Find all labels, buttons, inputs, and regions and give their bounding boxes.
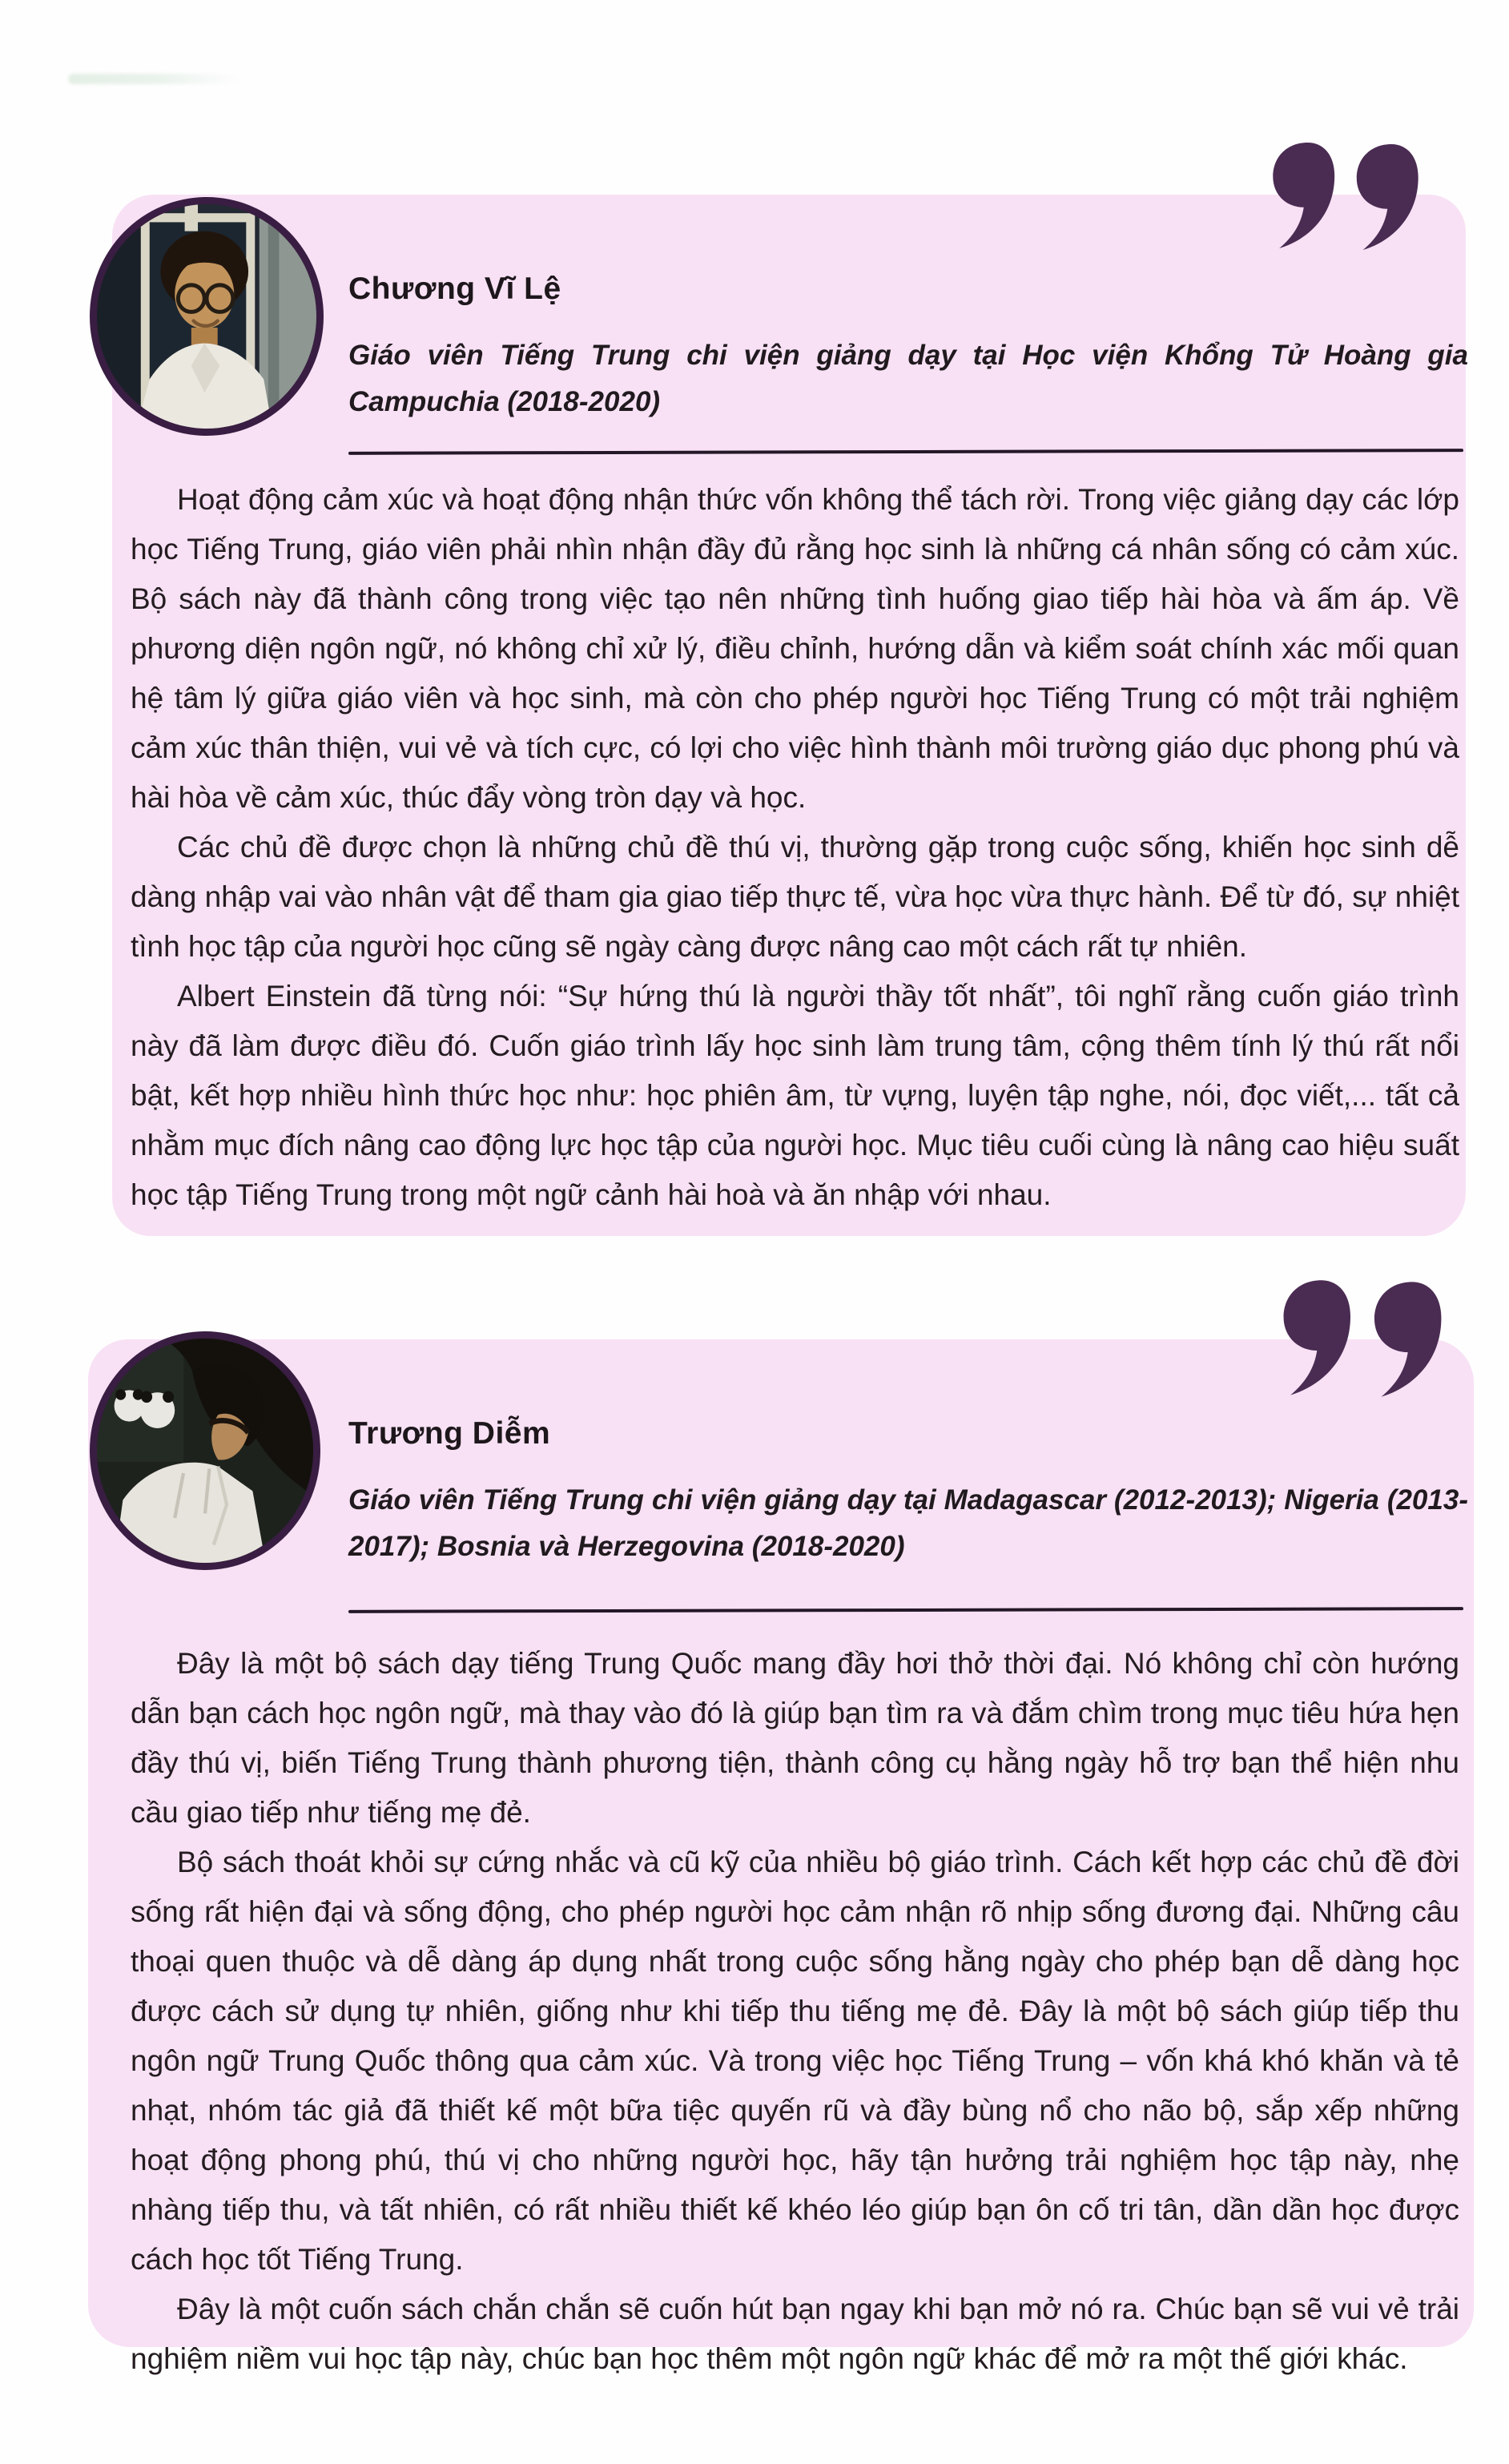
testimonial-paragraph: Đây là một cuốn sách chắn chắn sẽ cuốn hút bạn ngay khi bạn mở nó ra. Chúc bạn sẽ vui vẻ trải nghiệm niềm vui học tập này, chúc bạn học thêm một ngôn ngữ khác để mở ra một thế giới khác. (131, 2293, 1459, 2375)
testimonial-header (348, 1416, 1468, 1570)
header-divider (348, 449, 1463, 455)
portrait-illustration (97, 1339, 313, 1563)
testimonial-body (131, 475, 1459, 1220)
testimonial-body (131, 1639, 1459, 2384)
author-name: Chương Vĩ Lệ (348, 272, 561, 306)
portrait-illustration (97, 204, 316, 429)
testimonial-paragraph: Bộ sách thoát khỏi sự cứng nhắc và cũ kỹ của nhiều bộ giáo trình. Cách kết hợp các chủ đề đời sống rất hiện đại và sống động, cho phép người học cảm nhận rõ nhịp sống đương đại. Những câu thoại quen thuộc và dễ dàng áp dụng nhất trong cuộc sống hằng ngày cho phép bạn dễ dàng học được cách sử dụng tự nhiên, giống như khi tiếp thu tiếng mẹ đẻ. Đây là một bộ sách giúp tiếp thu ngôn ngữ Trung Quốc thông qua cảm xúc. Và trong việc học Tiếng Trung – vốn khá khó khăn và tẻ nhạt, nhóm tác giả đã thiết kế một bữa tiệc quyến rũ và đầy bùng nổ cho não bộ, sắp xếp những hoạt động phong phú, thú vị cho những người học, hãy tận hưởng trải nghiệm học tập này, nhẹ nhàng tiếp thu, và tất nhiên, có rất nhiều thiết kế khéo léo giúp bạn ôn cố tri tân, dần dần học được cách học tốt Tiếng Trung. (131, 1846, 1459, 2276)
scan-artifact (68, 74, 240, 84)
avatar-photo (90, 1331, 320, 1570)
testimonial-header (348, 272, 1468, 425)
author-name: Trương Diễm (348, 1416, 551, 1451)
closing-quotes-icon (1277, 1278, 1448, 1399)
testimonial-paragraph: Các chủ đề được chọn là những chủ đề thú vị, thường gặp trong cuộc sống, khiến học sinh dễ dàng nhập vai vào nhân vật để tham gia giao tiếp thực tế, vừa học vừa thực hành. Để từ đó, sự nhiệt tình học tập của người học cũng sẽ ngày càng được nâng cao một cách rất tự nhiên. (131, 831, 1459, 963)
header-divider (348, 1607, 1463, 1613)
author-role: Giáo viên Tiếng Trung chi viện giảng dạy tại Madagascar (2012-2013); Nigeria (2013-2017); Bosnia và Herzegovina (2018-2020) (348, 1484, 1468, 1562)
author-role: Giáo viên Tiếng Trung chi viện giảng dạy tại Học viện Khổng Tử Hoàng gia Campuchia (2018-2020) (348, 340, 1468, 417)
avatar-photo (90, 197, 324, 436)
closing-quotes-icon (1264, 141, 1427, 252)
testimonial-paragraph: Albert Einstein đã từng nói: “Sự hứng thú là người thầy tốt nhất”, tôi nghĩ rằng cuốn giáo trình này đã làm được điều đó. Cuốn giáo trình lấy học sinh làm trung tâm, cộng thêm tính lý thú rất nổi bật, kết hợp nhiều hình thức học như: học phiên âm, từ vựng, luyện tập nghe, nói, đọc viết,... tất cả nhằm mục đích nâng cao động lực học tập của người học. Mục tiêu cuối cùng là nâng cao hiệu suất học tập Tiếng Trung trong một ngữ cảnh hài hoà và ăn nhập với nhau. (131, 980, 1459, 1211)
testimonial-paragraph: Hoạt động cảm xúc và hoạt động nhận thức vốn không thể tách rời. Trong việc giảng dạy các lớp học Tiếng Trung, giáo viên phải nhìn nhận đầy đủ rằng học sinh là những cá nhân sống có cảm xúc. Bộ sách này đã thành công trong việc tạo nên những tình huống giao tiếp hài hòa và ấm áp. Về phương diện ngôn ngữ, nó không chỉ xử lý, điều chỉnh, hướng dẫn và kiểm soát chính xác mối quan hệ tâm lý giữa giáo viên và học sinh, mà còn cho phép người học Tiếng Trung có một trải nghiệm cảm xúc thân thiện, vui vẻ và tích cực, có lợi cho việc hình thành môi trường giáo dục phong phú và hài hòa về cảm xúc, thúc đẩy vòng tròn dạy và học. (131, 483, 1459, 814)
testimonial-paragraph: Đây là một bộ sách dạy tiếng Trung Quốc mang đầy hơi thở thời đại. Nó không chỉ còn hướng dẫn bạn cách học ngôn ngữ, mà thay vào đó là giúp bạn tìm ra và đắm chìm trong mục tiêu hứa hẹn đầy thú vị, biến Tiếng Trung thành phương tiện, thành công cụ hằng ngày hỗ trợ bạn thể hiện nhu cầu giao tiếp như tiếng mẹ đẻ. (131, 1647, 1459, 1829)
